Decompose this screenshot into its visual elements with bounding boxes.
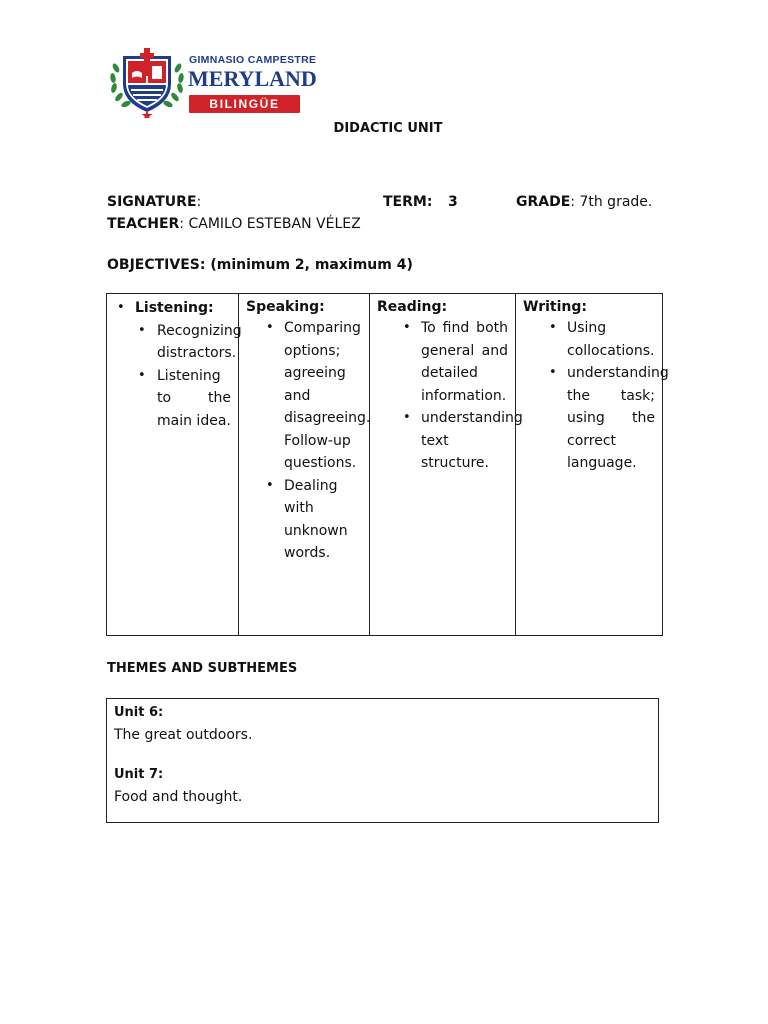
spacer bbox=[114, 746, 651, 764]
objectives-table bbox=[106, 293, 669, 636]
listening-heading: Listening: bbox=[135, 300, 214, 316]
signature-separator: : bbox=[196, 194, 202, 210]
listening-list bbox=[135, 297, 242, 432]
teacher-label: TEACHER bbox=[107, 216, 180, 232]
speaking-list bbox=[263, 317, 371, 565]
list-item: • To find both general and detailed information. bbox=[400, 317, 508, 407]
grade-label: GRADE bbox=[516, 194, 571, 210]
writing-list bbox=[546, 317, 669, 475]
school-logo bbox=[107, 46, 327, 118]
list-item: • understanding the task; using the correct language. bbox=[546, 362, 655, 475]
school-crest-icon bbox=[107, 46, 187, 118]
list-item: • Listening to the main idea. bbox=[135, 365, 231, 433]
teacher-value: : CAMILO ESTEBAN VÉLEZ bbox=[179, 216, 361, 232]
school-subtitle: GIMNASIO CAMPESTRE bbox=[189, 54, 317, 66]
unit-7-label: Unit 7: bbox=[114, 767, 164, 782]
themes-heading: THEMES AND SUBTHEMES bbox=[107, 661, 298, 676]
signature-label: SIGNATURE bbox=[107, 194, 197, 210]
objectives-cell-reading bbox=[370, 294, 523, 636]
teacher-line bbox=[107, 216, 361, 232]
school-name: MERYLAND bbox=[188, 66, 317, 91]
list-item: • understanding text structure. bbox=[400, 407, 508, 475]
themes-box bbox=[106, 698, 659, 823]
list-item: • Dealing with unknown words. bbox=[263, 475, 362, 565]
signature-line bbox=[107, 194, 201, 210]
objectives-cell-listening bbox=[107, 294, 242, 636]
reading-heading: Reading: bbox=[377, 299, 448, 315]
unit-6-label: Unit 6: bbox=[114, 705, 164, 720]
grade-line bbox=[516, 194, 652, 210]
term-value: 3 bbox=[448, 194, 458, 210]
objectives-cell-writing bbox=[516, 294, 669, 636]
list-item: • Using collocations. bbox=[546, 317, 655, 362]
writing-heading: Writing: bbox=[523, 299, 587, 315]
objectives-heading: OBJECTIVES: (minimum 2, maximum 4) bbox=[107, 257, 413, 273]
list-item bbox=[114, 297, 231, 320]
school-ribbon bbox=[189, 95, 300, 113]
reading-list bbox=[400, 317, 523, 475]
objectives-cell-speaking bbox=[239, 294, 370, 636]
grade-value: : 7th grade. bbox=[570, 194, 653, 210]
speaking-heading: Speaking: bbox=[246, 299, 325, 315]
unit-7-text: Food and thought. bbox=[114, 789, 243, 805]
term-label: TERM: bbox=[383, 194, 433, 210]
unit-6-text: The great outdoors. bbox=[114, 727, 253, 743]
document-title: DIDACTIC UNIT bbox=[333, 121, 443, 136]
school-ribbon-text: BILINGÜE bbox=[209, 97, 280, 111]
list-item: • Comparing options; agreeing and disagreeing. Follow-up questions. bbox=[263, 317, 362, 475]
list-item: • Recognizing distractors. bbox=[135, 320, 231, 365]
